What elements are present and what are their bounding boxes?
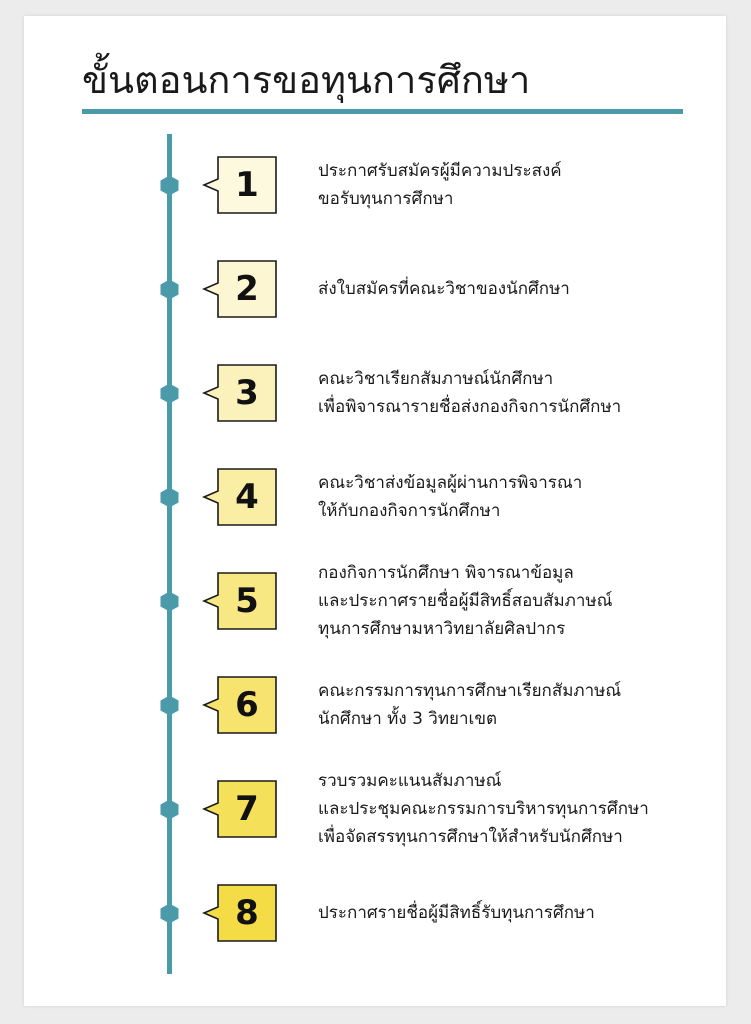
step-description-line: ทุนการศึกษามหาวิทยาลัยศิลปากร <box>318 619 566 639</box>
step-5 <box>24 563 726 639</box>
step-number-callout <box>202 260 278 318</box>
step-number: 3 <box>235 373 259 413</box>
step-number: 1 <box>235 165 259 205</box>
step-description-line: กองกิจการนักศึกษา พิจารณาข้อมูล <box>318 563 574 583</box>
step-8 <box>24 884 726 944</box>
step-description-line: เพื่อจัดสรรทุนการศึกษาให้สำหรับนักศึกษา <box>318 827 623 847</box>
timeline-dot-icon <box>159 799 180 820</box>
step-description <box>318 767 708 851</box>
step-description-line: ให้กับกองกิจการนักศึกษา <box>318 501 501 521</box>
step-description-line: ขอรับทุนการศึกษา <box>318 189 454 209</box>
step-number-callout <box>202 156 278 214</box>
step-2 <box>24 260 726 320</box>
step-number-callout <box>202 468 278 526</box>
step-number-callout <box>202 780 278 838</box>
step-description-line: ประกาศรับสมัครผู้มีความประสงค์ <box>318 161 562 181</box>
page-title: ขั้นตอนการขอทุนการศึกษา <box>82 58 531 102</box>
step-number-callout <box>202 676 278 734</box>
timeline-dot-icon <box>159 591 180 612</box>
process-card <box>24 16 726 1006</box>
step-description <box>318 899 708 927</box>
step-6 <box>24 676 726 736</box>
timeline-dot-icon <box>159 903 180 924</box>
step-3 <box>24 364 726 424</box>
step-description-line: เพื่อพิจารณารายชื่อส่งกองกิจการนักศึกษา <box>318 397 622 417</box>
step-description <box>318 469 708 525</box>
step-description-line: คณะกรรมการทุนการศึกษาเรียกสัมภาษณ์ <box>318 681 622 701</box>
step-number: 4 <box>235 477 259 517</box>
step-number: 6 <box>235 685 259 725</box>
timeline-dot-icon <box>159 383 180 404</box>
step-number-callout <box>202 364 278 422</box>
timeline-dot-icon <box>159 487 180 508</box>
step-description-line: คณะวิชาเรียกสัมภาษณ์นักศึกษา <box>318 369 554 389</box>
step-number: 5 <box>235 581 259 621</box>
step-number-callout <box>202 572 278 630</box>
step-number: 8 <box>235 893 259 933</box>
step-number: 7 <box>235 789 259 829</box>
step-description-line: นักศึกษา ทั้ง 3 วิทยาเขต <box>318 709 498 729</box>
step-description-line: และประกาศรายชื่อผู้มีสิทธิ์สอบสัมภาษณ์ <box>318 591 613 611</box>
step-7 <box>24 771 726 847</box>
step-number: 2 <box>235 269 259 309</box>
timeline-dot-icon <box>159 279 180 300</box>
step-description-line: ประกาศรายชื่อผู้มีสิทธิ์รับทุนการศึกษา <box>318 903 595 923</box>
step-description-line: คณะวิชาส่งข้อมูลผู้ผ่านการพิจารณา <box>318 473 583 493</box>
step-1 <box>24 156 726 216</box>
step-description <box>318 677 708 733</box>
step-description <box>318 157 708 213</box>
step-description <box>318 365 708 421</box>
step-description-line: รวบรวมคะแนนสัมภาษณ์ <box>318 771 502 791</box>
step-number-callout <box>202 884 278 942</box>
timeline-dot-icon <box>159 175 180 196</box>
step-description <box>318 559 708 643</box>
step-4 <box>24 468 726 528</box>
step-description-line: ส่งใบสมัครที่คณะวิชาของนักศึกษา <box>318 279 570 299</box>
timeline-dot-icon <box>159 695 180 716</box>
step-description <box>318 275 708 303</box>
title-underline <box>82 109 683 114</box>
step-description-line: และประชุมคณะกรรมการบริหารทุนการศึกษา <box>318 799 649 819</box>
